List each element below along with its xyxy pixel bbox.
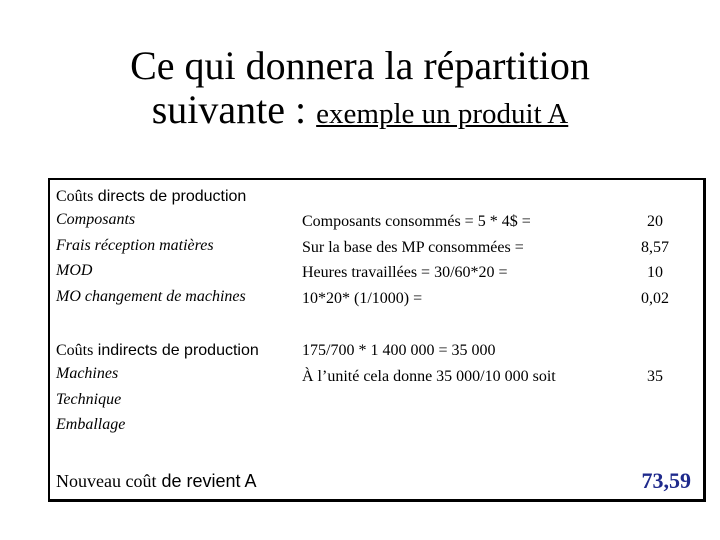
direct-costs-heading [56, 186, 296, 207]
indirect-heading-rest: indirects de production [93, 342, 259, 359]
direct-formula: Heures travaillées = 30/60*20 = [302, 264, 508, 281]
cost-table [48, 178, 706, 502]
direct-item: Frais réception matières [56, 236, 214, 254]
direct-value: 0,02 [641, 289, 669, 307]
indirect-item: Machines [56, 365, 119, 382]
direct-item: MOD [56, 262, 93, 279]
direct-value: 20 [647, 213, 663, 230]
title-line2-main: suivante : [151, 87, 317, 132]
direct-heading-rest: directs de production [93, 188, 247, 205]
slide-title [0, 44, 720, 136]
title-line1: Ce qui donnera la répartition [130, 43, 590, 88]
indirect-value: 35 [647, 368, 663, 385]
direct-heading-word: Coûts [56, 188, 94, 205]
indirect-formula: 175/700 * 1 400 000 = 35 000 [302, 342, 496, 359]
indirect-item: Technique [56, 390, 122, 408]
direct-formula: 10*20* (1/1000) = [302, 289, 423, 307]
direct-item: Composants [56, 211, 136, 228]
indirect-formula: À l’unité cela donne 35 000/10 000 soit [302, 367, 556, 385]
direct-formulas [302, 209, 612, 311]
new-cost-label [56, 468, 296, 494]
direct-values [615, 209, 695, 311]
title-line2 [0, 88, 720, 136]
new-cost-label-rest: de revient A [156, 471, 257, 491]
indirect-costs-heading [56, 340, 296, 361]
total-cost-value: 73,59 [641, 468, 691, 493]
direct-value: 8,57 [641, 238, 669, 256]
direct-costs-labels [56, 186, 296, 309]
indirect-heading-word: Coûts [56, 342, 94, 359]
direct-formula: Composants consommés = 5 * 4$ = [302, 213, 531, 230]
direct-value: 10 [647, 264, 663, 281]
title-line2-subtitle: exemple un produit A [316, 98, 569, 130]
indirect-costs-labels [56, 340, 296, 438]
indirect-item: Emballage [56, 416, 126, 433]
new-cost-label-word: Nouveau coût [56, 471, 157, 491]
direct-item: MO changement de machines [56, 287, 246, 305]
direct-formula: Sur la base des MP consommées = [302, 238, 524, 256]
indirect-formulas [302, 338, 612, 389]
